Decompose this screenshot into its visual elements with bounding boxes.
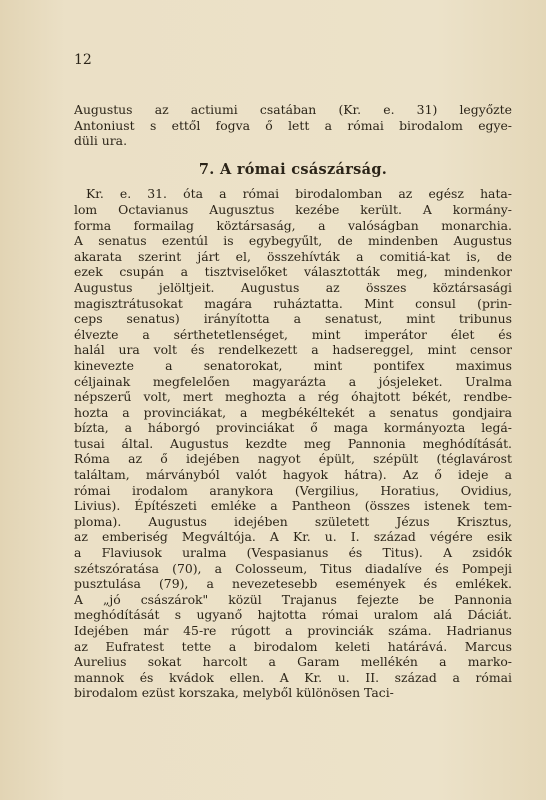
text-line: Augustus az actiumi csatában (Kr. e. 31) legyőzte [74, 102, 512, 117]
text-line: lom Octavianus Augusztus kezébe került. A kormány- [74, 201, 512, 217]
text-line: A senatus ezentúl is egybegyűlt, de mindenben Augustus [74, 233, 512, 249]
intro-paragraph [74, 102, 512, 149]
text-line: birodalom ezüst korszaka, melyből különösen Taci- [74, 685, 394, 701]
text-line: Kr. e. 31. óta a római birodalomban az egész hata- [86, 186, 512, 202]
text-line: pusztulása (79), a nevezetesebb események és emlékek. [74, 576, 512, 592]
text-line: népszerű volt, mert meghozta a rég óhajtott békét, rendbe- [74, 389, 512, 405]
text-line: az emberiség Megváltója. A Kr. u. I. század végére esik [74, 529, 512, 545]
text-line: ezek csupán a tisztviselőket választották meg, mindenkor [74, 264, 512, 280]
text-line: ceps senatus) irányította a senatust, mint tribunus [74, 311, 512, 327]
text-line: Antoniust s ettől fogva ő lett a római birodalom egye- [74, 117, 512, 133]
text-line: kinevezte a senatorokat, mint pontifex maximus [74, 357, 512, 373]
text-line: a Flaviusok uralma (Vespasianus és Titus). A zsidók [74, 545, 512, 561]
body-paragraph [74, 186, 512, 701]
text-line: Augustus jelöltjeit. Augustus az összes köztársasági [74, 279, 512, 295]
text-line: szétszóratása (70), a Colosseum, Titus diadalíve és Pompeji [74, 560, 512, 576]
text-line: meghódítását s ugyanő hajtotta római uralom alá Dáciát. [74, 607, 512, 623]
text-line: mannok és kvádok ellen. A Kr. u. II. század a római [74, 669, 512, 685]
section-heading: 7. A római császárság. [198, 160, 388, 178]
text-line: halál ura volt és rendelkezett a hadsereggel, mint censor [74, 342, 512, 358]
text-line: találtam, márványból valót hagyok hátra). Az ő ideje a [74, 467, 512, 483]
text-line: Idejében már 45-re rúgott a provinciák száma. Hadrianus [74, 623, 512, 638]
text-line: düli ura. [74, 133, 128, 149]
text-line: Livius). Építészeti emléke a Pantheon (összes istenek tem- [74, 498, 512, 514]
text-line: Aurelius sokat harcolt a Garam mellékén a marko- [74, 654, 512, 670]
text-line: az Eufratest tette a birodalom keleti határává. Marcus [74, 638, 512, 654]
page-number: 12 [74, 52, 92, 68]
text-line: élvezte a sérthetetlenséget, mint imperátor élet és [74, 326, 512, 342]
text-line: Róma az ő idejében nagyot épült, szépült (téglavárost [74, 451, 512, 467]
text-line: hozta a provinciákat, a megbékéltekét a senatus gondjaira [74, 404, 512, 420]
text-line: forma formailag köztársaság, a valóságban monarchia. [74, 217, 512, 233]
text-line: céljainak megfelelően magyarázta a jósjeleket. Uralma [74, 373, 512, 389]
text-line: ploma). Augustus idejében született Jézus Krisztus, [74, 513, 512, 529]
text-line: római irodalom aranykora (Vergilius, Horatius, Ovidius, [74, 482, 512, 498]
text-line: tusai által. Augustus kezdte meg Pannonia meghódítását. [74, 435, 512, 451]
text-line: A „jó császárok" közül Trajanus fejezte be Pannonia [74, 591, 512, 607]
text-line: akarata szerint járt el, összehívták a comitiá-kat is, de [74, 248, 512, 264]
text-line: bízta, a háborgó provinciákat ő maga kormányozta legá- [74, 420, 512, 436]
page-content [74, 102, 512, 701]
text-line: magisztrátusokat magára ruháztatta. Mint consul (prin- [74, 295, 512, 311]
